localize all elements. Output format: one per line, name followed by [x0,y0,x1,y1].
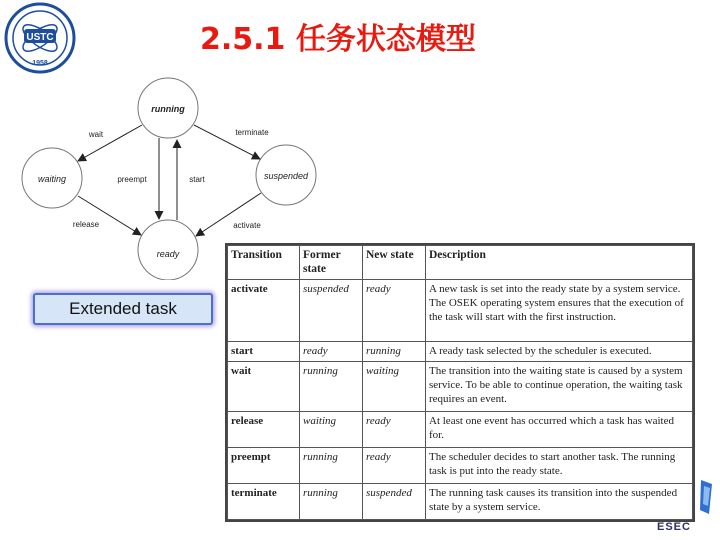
state-suspended-label: suspended [263,171,309,181]
table-row [228,484,693,520]
cell-former-state: waiting [300,412,363,448]
logo-year: 1958 [32,60,48,67]
table-header-row [228,246,693,280]
cell-new-state: suspended [363,484,426,520]
cell-new-state: running [363,342,426,362]
footer-brand: ESEC [657,521,691,533]
cell-description: The scheduler decides to start another task. The running task is put into the ready state. [426,448,693,484]
state-waiting-label: waiting [37,174,67,184]
table-row [228,280,693,342]
cell-transition: start [228,342,300,362]
table-row [228,342,693,362]
cell-former-state: suspended [300,280,363,342]
state-running-label: running [151,104,185,114]
cell-description: A ready task selected by the scheduler is executed. [426,342,693,362]
cell-former-state: running [300,484,363,520]
edge-start-label: start [189,175,205,184]
cell-transition: activate [228,280,300,342]
cell-former-state: running [300,448,363,484]
cell-description: A new task is set into the ready state by a system service. The OSEK operating system ensures that the execution of the task will start with the first instruction. [426,280,693,342]
cell-new-state: ready [363,412,426,448]
cell-former-state: running [300,362,363,412]
table-row [228,448,693,484]
header-new-state: New state [363,246,426,280]
cell-new-state: ready [363,448,426,484]
cell-transition: terminate [228,484,300,520]
university-logo [2,2,78,74]
header-transition: Transition [228,246,300,280]
edge-wait-arrow [78,125,142,161]
transition-table [225,243,695,522]
edge-release-arrow [78,196,141,235]
state-ready-label: ready [156,249,180,259]
cell-transition: release [228,412,300,448]
cell-transition: wait [228,362,300,412]
edge-wait-label: wait [88,130,104,139]
cell-transition: preempt [228,448,300,484]
cell-new-state: waiting [363,362,426,412]
extended-task-caption: Extended task [33,293,213,325]
edge-activate-label: activate [233,221,261,230]
cell-description: The running task causes its transition into the suspended state by a system service. [426,484,693,520]
table-row [228,412,693,448]
cell-description: At least one event has occurred which a task has waited for. [426,412,693,448]
side-decoration-icon [698,476,716,518]
cell-description: The transition into the waiting state is caused by a system service. To be able to continue operation, the waiting task requires an event. [426,362,693,412]
table-row [228,362,693,412]
edge-terminate-label: terminate [235,128,269,137]
header-description: Description [426,246,693,280]
edge-preempt-label: preempt [117,175,147,184]
edge-release-label: release [72,220,100,229]
cell-new-state: ready [363,280,426,342]
cell-former-state: ready [300,342,363,362]
logo-text: USTC [26,32,54,43]
slide-title: 2.5.1 任务状态模型 [200,22,476,57]
header-former-state: Former state [300,246,363,280]
